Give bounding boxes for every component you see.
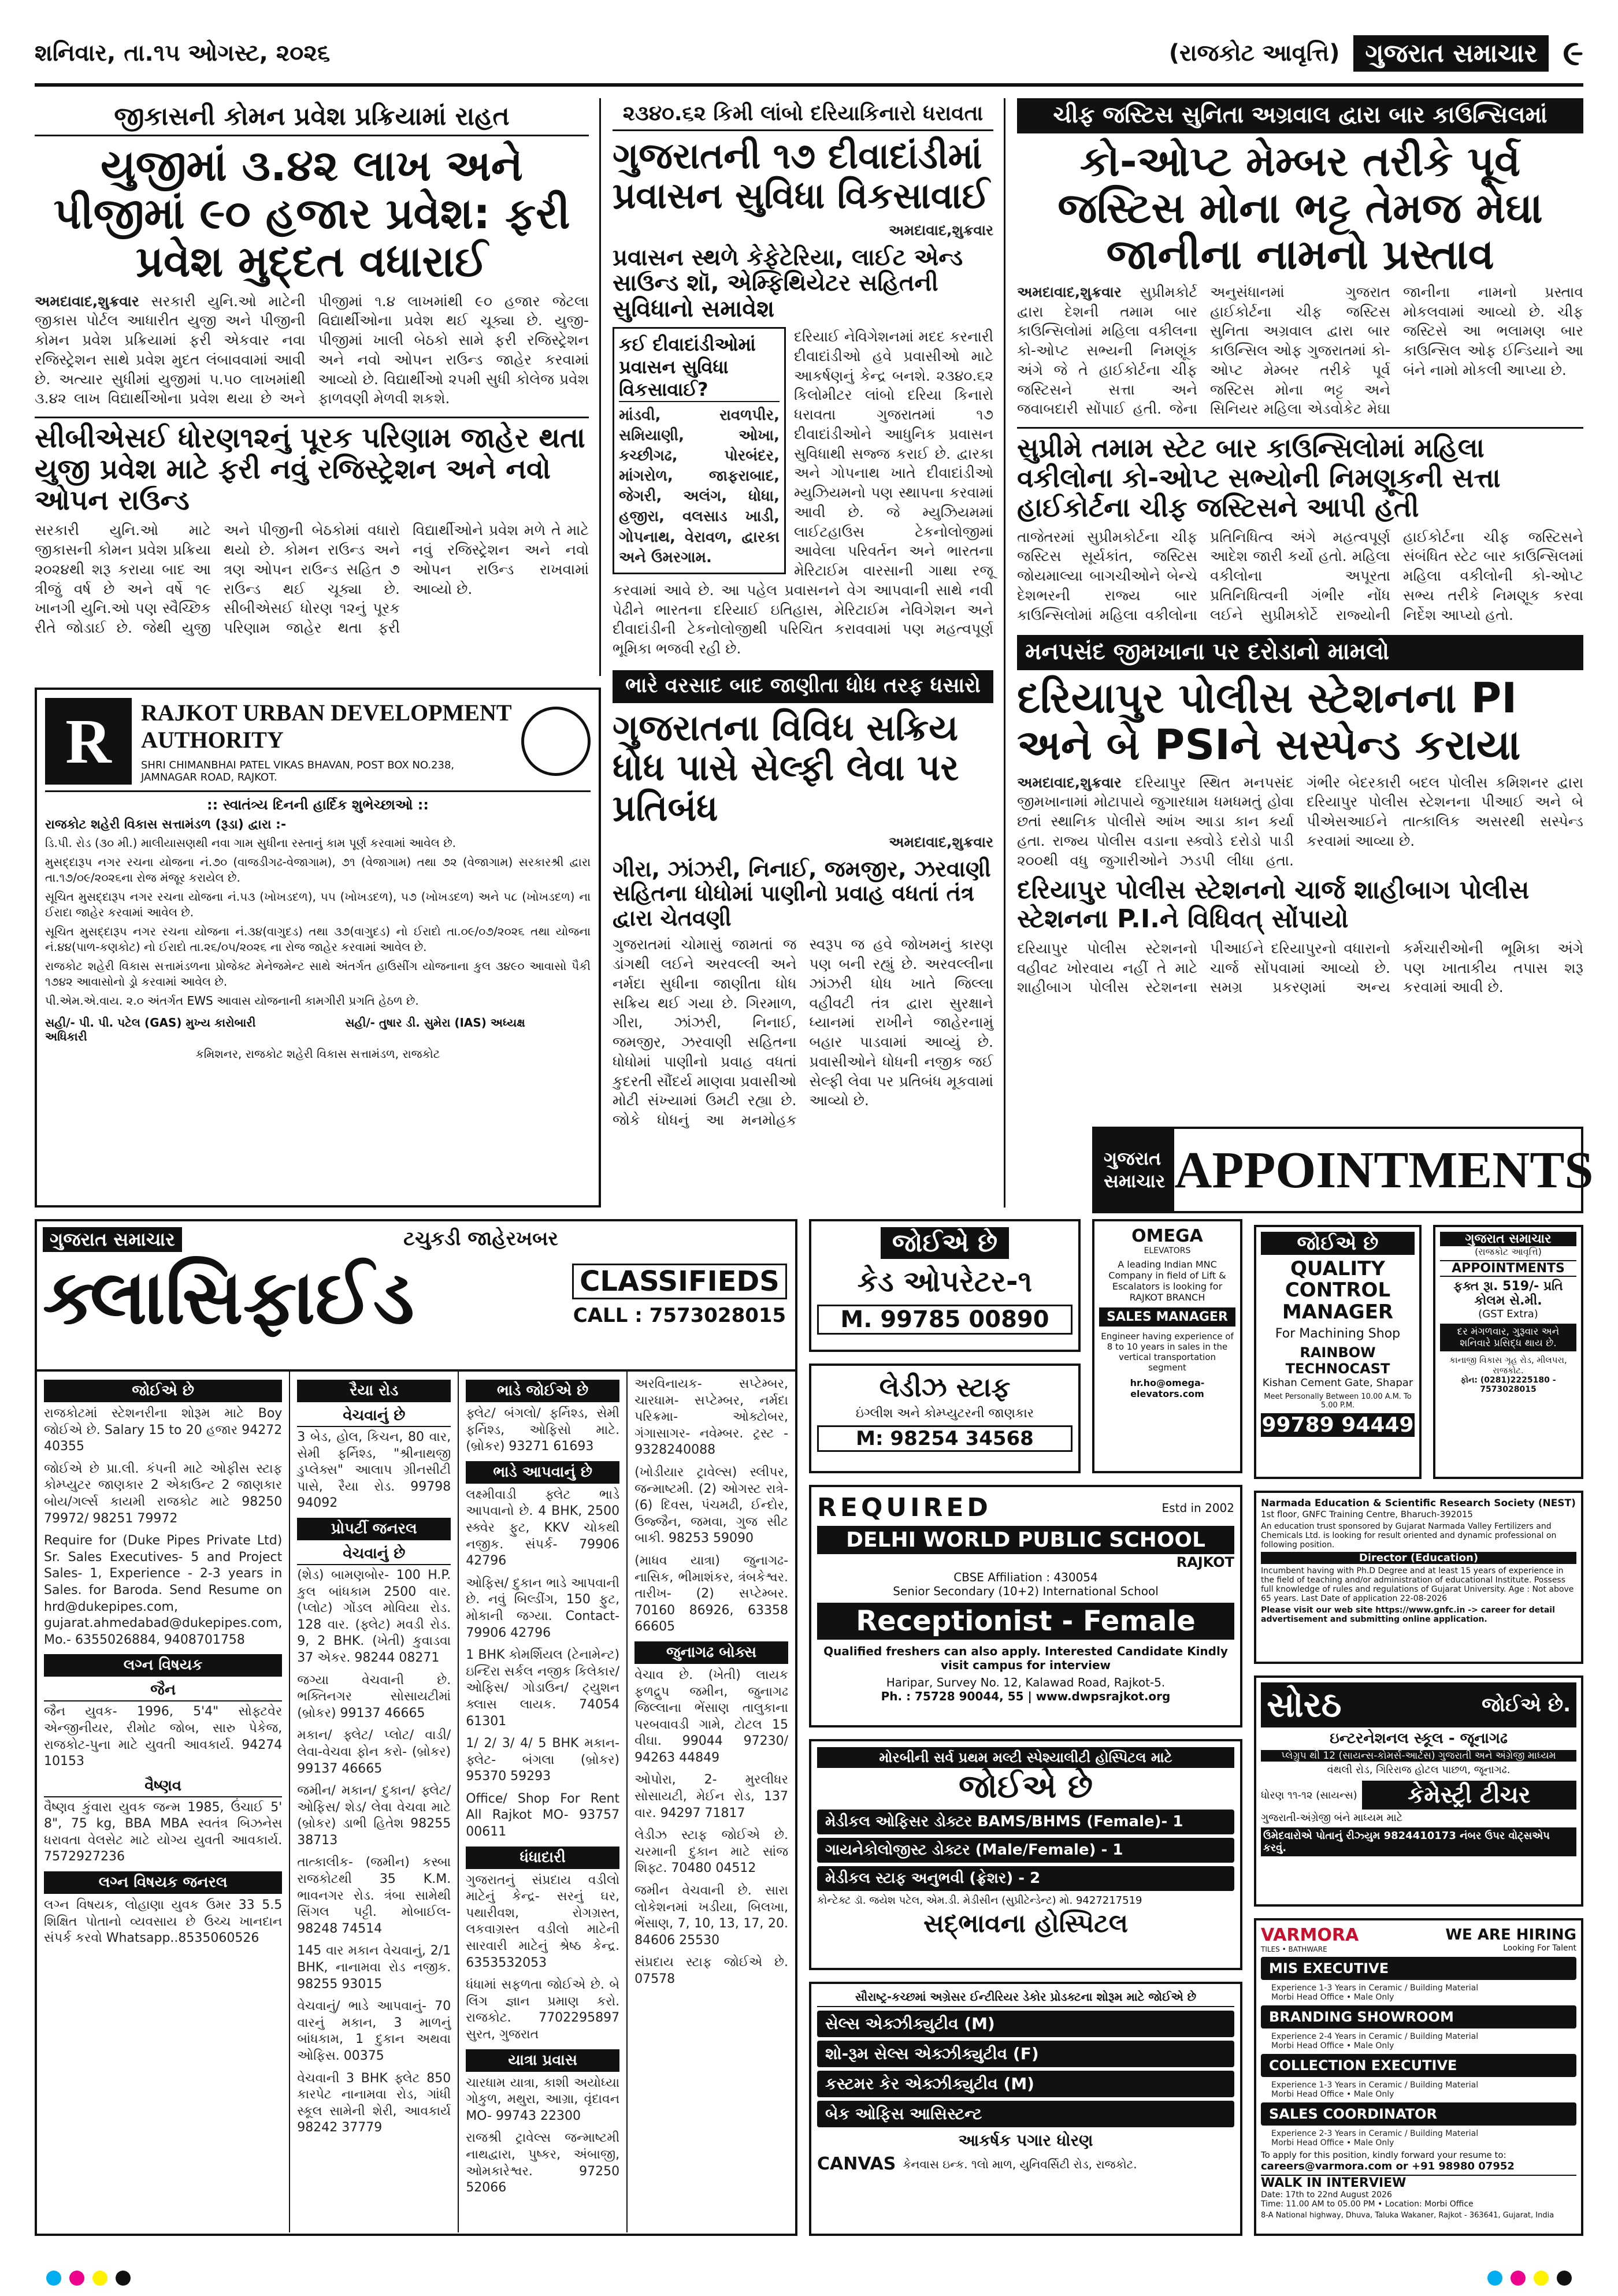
ad-hospital xyxy=(809,1739,1242,1970)
canvas-role: સેલ્સ એક્ઝીક્યુટીવ (M) xyxy=(817,2011,1234,2037)
classified-item: ઓફિસ/ દુકાન ભાડે આપવાની છે. નવું બિલ્ડીંગ, 150 ફુટ, મોકાની જગ્યા. Contact- 79906 42796 xyxy=(466,1576,620,1640)
varmora-walkin: WALK IN INTERVIEW xyxy=(1261,2175,1576,2190)
ad-sorath xyxy=(1254,1675,1583,1907)
ruda-intro: રાજકોટ શહેરી વિકાસ સત્તામંડળ (રૂડા) દ્વારા :- xyxy=(45,818,287,832)
rates-edition: (રાજકોટ આવૃત્તિ) xyxy=(1475,1246,1542,1257)
ruda-sign2: સહી/- તુષાર ડી. સુમેરા (IAS) અધ્યક્ષ xyxy=(345,1016,525,1030)
classified-item: જમીન/ મકાન/ દુકાન/ ફ્લેટ/ ઓફિસ/ શેડ/ લેવા વેચવા માટે (બ્રોકર) ડાભી હિતેશ 98255 38713 xyxy=(297,1784,451,1848)
dps-address: Haripar, Survey No. 12, Kalawad Road, Rajkot-5. xyxy=(886,1675,1166,1689)
rates-rate: ફક્ત રૂા. 519/- પ્રતિ કોલમ સે.મી. xyxy=(1453,1279,1563,1308)
nest-org: Narmada Education & Scientific Research Society (NEST) xyxy=(1261,1498,1576,1509)
omega-detail: Engineer having experience of 8 to 10 years in sales in the vertical transportation segment xyxy=(1101,1331,1234,1373)
varmora-job-loc: Morbi Head Office • Male Only xyxy=(1271,2138,1394,2148)
classifieds-masthead: ગુજરાત સમાચાર xyxy=(43,1227,182,1252)
sidebar-title: કઈ દીવાદાંડીઓમાં પ્રવાસન સુવિધા વિકસાવાઈ? xyxy=(619,333,780,402)
middle-news-column xyxy=(613,98,1005,1208)
story1-dateline: અમદાવાદ,શુક્રવાર xyxy=(35,292,139,310)
story2-headline: સીબીએસઈ ધોરણ૧૨નું પૂરક પરિણામ જાહેર થતા યુજી પ્રવેશ માટે ફરી નવું રજિસ્ટ્રેશન અને નવો ઓપન રાઉન્ડ xyxy=(35,417,589,516)
classifieds-tagline: ટચુકડી જાહેરખબર xyxy=(403,1227,558,1250)
varmora-job-loc: Morbi Head Office • Male Only xyxy=(1271,2090,1394,2099)
appointments-title: APPOINTMENTS xyxy=(1174,1141,1594,1199)
classified-subcategory: વેચવાનું છે xyxy=(297,1406,451,1427)
classified-category: લગ્ન વિષયક જનરલ xyxy=(44,1871,282,1894)
nest-address: 1st floor, GNFC Training Centre, Bharuch-392015 xyxy=(1261,1509,1473,1519)
classifieds-col-1 xyxy=(37,1372,290,2232)
hospital-role: મેડીકલ સ્ટાફ અનુભવી (ફ્રેશર) - 2 xyxy=(817,1866,1234,1891)
classified-item: લગ્ન વિષયક, લોહાણા યુવક ઉમર 33 5.5 શિક્ષિત પોતાનો વ્યવસાય છે ઉચ્ચ ખાનદાન સંપર્ક કરવો Whatsapp..8535060526 xyxy=(44,1898,283,1946)
reg-dot-black-icon xyxy=(116,2271,131,2286)
classified-item: ઓપોરા, 2- મુરલીધર સોસાયટી, મેઈન રોડ, 137 વાર. 94297 71817 xyxy=(634,1773,789,1821)
hospital-role: મેડીકલ ઓફિસર ડોક્ટર BAMS/BHMS (Female)- 1 xyxy=(817,1810,1234,1834)
story7-body xyxy=(1017,773,1583,871)
page-number: ૯ xyxy=(1563,33,1583,73)
varmora-job-title: BRANDING SHOWROOM xyxy=(1261,2005,1576,2028)
classified-item: Office/ Shop For Rent All Rajkot MO- 93757 00611 xyxy=(466,1791,620,1840)
canvas-top: સૌરાષ્ટ્ર-કચ્છમાં અગ્રેસર ઈન્ટીરિયર ડેકોર પ્રોડક્ટના શોરૂમ માટે જોઈએ છે xyxy=(817,1990,1234,2007)
classified-item: મકાન/ ફ્લેટ/ પ્લોટ/ વાડી/ લેવા-વેચવા ફોન કરો- (બ્રોકર) 99137 46665 xyxy=(297,1728,451,1776)
ruda-item: મુસદ્દારૂપ નગર રચના યોજના નં.૭૦ (વાજડીગઢ-વેજાગામ), ૭૧ (વેજાગામ) તથા ૭૨ (વેજાગામ) સરકારશ્રી દ્વારા તા.૧૭/૦૯/૨૦૨૬ના રોજ મંજૂર કરાયેલ છે. xyxy=(45,855,591,885)
omega-role: SALES MANAGER xyxy=(1099,1307,1235,1327)
ruda-seal-icon xyxy=(521,707,591,776)
ruda-address: SHRI CHIMANBHAI PATEL VIKAS BHAVAN, POST BOX NO.238, JAMNAGAR ROAD, RAJKOT. xyxy=(141,759,455,783)
story4-dateline: અમદાવાદ,શુક્રવાર xyxy=(889,834,993,851)
classified-subcategory: વેચવાનું છે xyxy=(297,1544,451,1565)
classified-item: ધંધામાં સફળતા જોઈએ છે. બે લિંગ જ્ઞાન પ્રમાણ કરો. રાજકોટ. 7702295897 સુરત, ગુજરાત xyxy=(466,1978,620,2042)
classified-category: પ્રોપર્ટી જનરલ xyxy=(297,1518,451,1540)
sorath-medium: ગુજરાતી-અંગ્રેજી બંને માધ્યમ માટે xyxy=(1261,1812,1403,1824)
ruda-sign1: સહી/- પી. પી. પટેલ (GAS) મુખ્ય કારોબારી અધિકારી xyxy=(45,1016,256,1043)
classified-item: 3 બેડ, હોલ, કિચન, 80 વાર, સેમી ફર્નિશ્ડ, "શ્રીનાથજી ડુપ્લેક્સ" આલાપ ગ્રીનસીટી પાસે, રૈયા રોડ. 99798 94092 xyxy=(297,1430,451,1511)
story7-headline: દરિયાપુર પોલીસ સ્ટેશનના PI અને બે PSIને સસ્પેન્ડ કરાયા xyxy=(1017,674,1521,770)
varmora-job xyxy=(1261,1957,1576,2002)
reg-dot-yellow-icon xyxy=(92,2271,107,2286)
issue-date: શનિવાર, તા.૧૫ ઓગસ્ટ, ૨૦૨૬ xyxy=(35,40,331,66)
varmora-job xyxy=(1261,2054,1576,2099)
classifieds-col-4 xyxy=(628,1372,795,2232)
varmora-apply: To apply for this position, kindly forward your resume to: xyxy=(1261,2150,1506,2160)
story7-subhead: દરિયાપુર પોલીસ સ્ટેશનનો ચાર્જ શાહીબાગ પોલીસ સ્ટેશનના P.I.ને વિધિવત્ સોંપાયો xyxy=(1017,875,1530,934)
rates-address: કાનાજી વિકાસ ગૃહ રોડ, મીલપરા, રાજકોટ. xyxy=(1449,1355,1567,1376)
classifieds-label: CLASSIFIEDS xyxy=(572,1264,787,1299)
classifieds-grid xyxy=(37,1372,795,2232)
ruda-item: સૂચિત મુસદ્દારૂપ નગર રચના યોજના નં.૩૪(વાગુદડ) તથા ૩૭(વાગુદડ) નો ઈરાદો તા.૦૯/૦૭/૨૦૨૬ તથા યોજના નં.૪૪(પાળ-કણકોટ) નો ઈરાદો તા.૨૬/૦૫/૨૦૨૬ ના રોજ જાહેર કરવામાં આવેલ છે. xyxy=(45,924,591,954)
rates-gst: (GST Extra) xyxy=(1478,1308,1538,1320)
classified-item: Require for (Duke Pipes Private Ltd) Sr. Sales Executives- 5 and Project Sales- 1, Experience - 2-3 years in Sales. for Baroda. Send Resume on hrd@dukepipes.com, gujarat.ahmedabad@dukepipes.com, Mo.- 6355026884, 9408701758 xyxy=(44,1533,283,1647)
ad-ladies-staff xyxy=(809,1364,1081,1473)
story3-sidebar xyxy=(613,327,786,574)
classified-item: (શેડ) બામણબોર- 100 H.P. કુલ બાંધકામ 2500 વાર. (પ્લોટ) ગોંડલ મોવિયા રોડ. 128 વાર. (ફ્લેટ) મવડી રોડ. 9, 2 BHK. (ખેતી) કુવાડવા 37 એકર. 98244 08271 xyxy=(297,1567,451,1665)
nest-detail: Incumbent having with Ph.D Degree and at least 15 years of experience in the field of teaching and/or administration of educational Institute. Possess full knowledge of rules and regulations of Gujarat University. Age : Not above 65 years. Last Date of application 22-08-2026 xyxy=(1261,1566,1574,1603)
ad-rates xyxy=(1433,1225,1583,1479)
varmora-job-title: SALES COORDINATOR xyxy=(1261,2102,1576,2126)
classified-item: વેચવાની 3 BHK ફ્લેટ 850 કારપેટ નાનામવા રોડ, ગાંધી સ્કૂલ સામેની શેરી, આવકાર્ય 98242 37779 xyxy=(297,2071,451,2135)
canvas-address: કેનવાસ ઇન્ક. ૧લો માળ, યુનિવર્સિટી રોડ, રાજકોટ. xyxy=(903,2157,1137,2171)
appointments-masthead: ગુજરાત સમાચાર xyxy=(1094,1129,1174,1211)
story5-kicker: ચીફ જસ્ટિસ સુનિતા અગ્રવાલ દ્વારા બાર કાઉન્સિલમાં xyxy=(1017,98,1583,133)
varmora-job xyxy=(1261,2005,1576,2050)
classified-subcategory: જૈન xyxy=(44,1680,282,1701)
ruda-notice xyxy=(35,688,601,1208)
story3-headline: ગુજરાતની ૧૭ દીવાદાંડીમાં પ્રવાસન સુવિધા વિકસાવાઈ xyxy=(613,135,990,217)
story4-headline: ગુજરાતના વિવિધ સક્રિય ધોધ પાસે સેલ્ફી લેવા પર પ્રતિબંધ xyxy=(613,706,959,829)
qc-company: RAINBOW TECHNOCAST xyxy=(1285,1344,1390,1377)
registration-marks-left xyxy=(46,2271,131,2286)
story4-body: ગુજરાતમાં ચોમાસું જામતાં જ ડાંગથી લઈને અરવલ્લી અને નર્મદા સુધીના જાણીતા ધોધ સક્રિય થઈ ગયા છે. ગિરમાળ, ગીરા, ઝાંઝરી, નિનાઈ, જમજીર, ઝરવાણી સહિતના ધોધોમાં પાણીનો પ્રવાહ વધતાં કુદરતી સૌંદર્ય માણવા પ્રવાસીઓ મોટી સંખ્યામાં ઉમટી રહ્યા છે. જોકે ધોધનું આ મનમોહક સ્વરૂપ જ હવે જોખમનું કારણ પણ બની રહ્યું છે. અરવલ્લીના ઝાંઝરી ધોધ ખાતે જિલ્લા વહીવટી તંત્ર દ્વારા સુરક્ષાને ધ્યાનમાં રાખીને જાહેરનામું બહાર પાડવામાં આવ્યું છે. પ્રવાસીઓને ધોધની નજીક જઈ સેલ્ફી લેવા પર પ્રતિબંધ મૂકવામાં આવ્યો છે. xyxy=(613,936,993,1129)
hospital-top: મોરબીની સર્વ પ્રથમ મલ્ટી સ્પેશ્યાલીટી હોસ્પિટલ માટે xyxy=(817,1747,1234,1768)
dps-level: Senior Secondary (10+2) International School xyxy=(893,1584,1159,1598)
ruda-title: RAJKOT URBAN DEVELOPMENT AUTHORITY xyxy=(141,700,511,753)
varmora-hiring-sub: Looking For Talent xyxy=(1503,1943,1576,1953)
classifieds-header xyxy=(37,1221,795,1372)
story5-text: સુપ્રીમકોર્ટ દ્વારા દેશની તમામ બાર કાઉન્સિલોમાં મહિલા વકીલના કો-ઓપ્ટ સભ્યની નિમણૂંક અંગે જે તે હાઈકોર્ટના ચીફ જસ્ટિસને સત્તા અને જવાબદારી સોંપાઈ હતી. જેના અનુસંધાનમાં ગુજરાત હાઈકોર્ટના ચીફ જસ્ટિસ સુનિતા અગ્રવાલ દ્વારા બાર કાઉન્સિલ ઓફ ગુજરાતમાં કો-ઓપ્ટ મેમ્બર તરીકે પૂર્વ જસ્ટિસ મોના ભટ્ટ અને સિનિયર મહિલા એડવોકેટ મેઘા જાનીના નામનો પ્રસ્તાવ મોકલવામાં આવ્યો છે. ચીફ જસ્ટિસે આ ભલામણ બાર કાઉન્સિલ ઓફ ઈન્ડિયાને આ બંને નામો મોકલી આપ્યા છે. xyxy=(1017,283,1583,418)
classified-category: જોઈએ છે xyxy=(44,1380,282,1402)
varmora-job-loc: Morbi Head Office • Male Only xyxy=(1271,2041,1394,2050)
dps-required: REQUIRED xyxy=(817,1493,992,1522)
classified-item: રાજશ્રી ટ્રાવેલ્સ જન્માષ્ટમી નાથદ્વારા, પુષ્કર, અંબાજી, ઓમકારેશ્વર. 97250 52066 xyxy=(466,2131,620,2195)
dps-city: RAJKOT xyxy=(1176,1554,1234,1570)
cad-title: જોઈએ છે xyxy=(881,1227,1009,1259)
qc-address: Kishan Cement Gate, Shapar xyxy=(1262,1377,1413,1390)
classified-item: 1/ 2/ 3/ 4/ 5 BHK મકાન-ફ્લેટ- બંગલા (બ્રોકર) 95370 59293 xyxy=(466,1736,620,1784)
dps-estd: Estd in 2002 xyxy=(1161,1500,1234,1515)
edition-label: (રાજકોટ આવૃત્તિ) xyxy=(1168,40,1340,66)
reg-dot-magenta-icon xyxy=(69,2271,84,2286)
omega-email: hr.ho@omega-elevators.com xyxy=(1130,1377,1205,1399)
classified-item: (માધવ યાત્રા) જુનાગઢ- નાસિક, ભીમાશંકર, ત્રંબકેશ્વર. તારીખ- (2) સપ્ટેમ્બર. 70160 86926, 63358 66605 xyxy=(634,1553,789,1634)
omega-text: A leading Indian MNC Company in field of Lift & Escalators is looking for RAJKOT BRANCH xyxy=(1108,1259,1226,1303)
classified-item: ગુજરાતનું સંપ્રદાય વડીલો માટેનું કેન્દ્ર- સરનું ઘર, પથારીવશ, રોગગ્રસ્ત, લકવાગ્રસ્ત વડીલો માટેની સારવારી માટેનું શ્રેષ્ઠ કેન્દ્ર. 6353532053 xyxy=(466,1873,620,1970)
ladies-phone: M: 98254 34568 xyxy=(817,1425,1073,1452)
varmora-date: Date: 17th to 22nd August 2026 xyxy=(1261,2190,1392,2200)
varmora-job-exp: Experience 1-3 Years in Ceramic / Building Material xyxy=(1271,1983,1479,1993)
varmora-job xyxy=(1261,2102,1576,2148)
ruda-item: ડિ.પી. રોડ (૩૦ મી.) માલીયાસણથી નવા ગામ સુધીના રસ્તાનું કામ પૂર્ણ કરવામાં આવેલ છે. xyxy=(45,836,457,850)
page-header xyxy=(35,23,1583,87)
sorath-line1: પ્લેગ્રુપ થી 12 (સાયન્સ-કોમર્સ-આર્ટસ) ગુજરાતી અને અંગ્રેજી માધ્યમ xyxy=(1261,1750,1576,1762)
varmora-job-title: MIS EXECUTIVE xyxy=(1261,1957,1576,1980)
sorath-title: સોરઠ xyxy=(1267,1685,1342,1725)
hospital-role: ગાયનેકોલોજીસ્ટ ડોક્ટર (Male/Female) - 1 xyxy=(817,1838,1234,1863)
appointments-banner xyxy=(1092,1127,1594,1213)
registration-marks-right xyxy=(1487,2271,1572,2286)
ad-dps xyxy=(809,1485,1242,1727)
nest-role: Director (Education) xyxy=(1261,1552,1576,1564)
hospital-name: સદ્ભાવના હોસ્પિટલ xyxy=(923,1909,1128,1938)
story3-subhead: પ્રવાસન સ્થળે કેફેટેરિયા, લાઈટ એન્ડ સાઉન્ડ શૉ, એમ્ફિથિયેટર સહિતની સુવિધાનો સમાવેશ xyxy=(613,244,963,323)
rates-days: દર મંગળવાર, ગુરૂવાર અને શનિવારે પ્રસિદ્ધ થાય છે. xyxy=(1440,1324,1576,1351)
header-right xyxy=(1169,33,1583,73)
classified-category: રૈયા રોડ xyxy=(297,1380,451,1402)
nest-web: Please visit our web site https://www.gnfc.in -> career for detail advertisement and submitting online application. xyxy=(1261,1606,1555,1624)
classified-item: વૈષ્ણવ કુંવારા યુવક જન્મ 1985, ઉંચાઈ 5' 8", 75 kg, BBA MBA સ્વતંત્ર બિઝનેસ ધરાવતા વેલસેટ માટે યોગ્ય યુવતી આવકાર્ય. 7572927236 xyxy=(44,1800,283,1864)
ruda-item: રાજકોટ શહેરી વિકાસ સત્તામંડળના પ્રોજેક્ટ મેનેજમેન્ટ સાથે અંતર્ગત હાઉસીંગ યોજનાના કુલ ૩૪૯૦ આવાસો પૈકી ૧૭૪૨ આવાસોનો ડ્રો કરવામાં આવેલ છે. xyxy=(45,959,591,989)
classified-item: (ખોડીયાર ટ્રાવેલ્સ) સ્લીપર, જન્માષ્ટમી. (2) ઓગસ્ટ રાત્રે- (6) દિવસ, પંચમઢી, ઈન્દોર, ઉજ્જૈન, જમવા, ગુજ સીટ બાકી. 98253 59090 xyxy=(634,1465,789,1546)
varmora-email: careers@varmora.com or +91 98980 07952 xyxy=(1261,2160,1515,2172)
classified-item: તાત્કાલીક- (જમીન) કસ્બા રાજકોટથી 35 K.M. ભાવનગર રોડ. ત્રંબા સામેથી સિંગલ પટ્ટી. મોબાઈલ- 98248 74514 xyxy=(297,1855,451,1936)
story1-headline: યુજીમાં ૩.૪૨ લાખ અને પીજીમાં ૯૦ હજાર પ્રવેશ: ફરી પ્રવેશ મુદ્દત વધારાઈ xyxy=(53,141,570,287)
ad-canvas xyxy=(809,1982,1242,2236)
classified-category: જુનાગઢ બોક્સ xyxy=(634,1641,788,1664)
story1-body xyxy=(35,292,589,409)
classified-category: ભાડે આપવાનું છે xyxy=(466,1461,619,1484)
story6-body: તાજેતરમાં સુપ્રીમકોર્ટના ચીફ જસ્ટિસ સૂર્યકાંત, જસ્ટિસ જોયમાલ્યા બાગચીઓને બેન્ચે દેશભરની રાજ્ય બાર કાઉન્સિલોમાં મહિલા વકીલોના પ્રતિનિધિત્વ અંગે મહત્વપૂર્ણ આદેશ જારી કર્યો હતો. મહિલા વકીલોના અપૂરતા પ્રતિનિધિત્વની ગંભીર નોંધ લઈને સુપ્રીમકોર્ટે રાજ્યોની હાઈકોર્ટના ચીફ જસ્ટિસને સંબંધિત સ્ટેટ બાર કાઉન્સિલમાં મહિલા વકીલોની કો-ઓપ્ટ સભ્ય તરીકે નિમણૂક કરવા નિર્દેશ આપ્યો હતો. xyxy=(1017,528,1583,623)
story5-dateline: અમદાવાદ,શુક્રવાર xyxy=(1017,283,1122,300)
masthead-logo: ગુજરાત સમાચાર xyxy=(1353,35,1549,72)
story3-dateline: અમદાવાદ,શુક્રવાર xyxy=(889,221,993,239)
ruda-items-list xyxy=(45,835,591,1009)
story6-headline: સુપ્રીમે તમામ સ્ટેટ બાર કાઉન્સિલોમાં મહિલા વકીલોના કો-ઓપ્ટ સભ્યોની નિમણૂકની સત્તા હાઈકોર્ટના ચીફ જસ્ટિસને આપી હતી xyxy=(1017,427,1583,523)
classifieds-col-2 xyxy=(290,1372,459,2232)
hospital-rows xyxy=(817,1810,1234,1891)
story4-kicker: ભારે વરસાદ બાદ જાણીતા ધોધ તરફ ધસારો xyxy=(613,670,993,703)
classified-category: ધંધાદારી xyxy=(466,1847,619,1869)
classified-item: ચારધામ યાત્રા, કાશી અયોધ્યા ગોકુળ, મથુરા, આગ્રા, વૃંદાવન MO- 99743 22300 xyxy=(466,2075,620,2123)
canvas-role: શો-રૂમ સેલ્સ એક્ઝીક્યુટીવ (F) xyxy=(817,2041,1234,2067)
canvas-role: બેક ઓફિસ આસિસ્ટન્ટ xyxy=(817,2101,1234,2127)
reg-dot-black-icon xyxy=(1557,2271,1572,2286)
varmora-addr: 8-A National highway, Dhuva, Taluka Wakaner, Rajkot - 363641, Gujarat, India xyxy=(1261,2211,1554,2220)
canvas-rows xyxy=(817,2011,1234,2127)
sidebar-body: માંડવી, રાવળપીર, સમિયાણી, ઓખા, કચ્છીગઢ, પોરબંદર, માંગરોળ, જાફરાબાદ, જેગરી, અલંગ, ધોધા, હજીરા, વલસાડ ખાડી, ગોપનાથ, વેરાવળ, દ્વારકા અને ઉમરગામ. xyxy=(619,407,780,566)
ruda-subtitle: :: સ્વાતંત્ર્ય દિનની હાર્દિક શુભેચ્છાઓ :: xyxy=(207,797,429,813)
classified-item: જૈન યુવક- 1996, 5'4" સોફ્ટવેર એન્જીનીયર, રીમોટ જોબ, સારુ પેકેજ, રાજકોટ-પુના માટે યુવતી આવકાર્ય. 94274 10153 xyxy=(44,1704,283,1769)
sorath-line2: વંથલી રોડ, ગિરિરાજ હોટલ પાછળ, જૂનાગઢ. xyxy=(1327,1764,1511,1776)
classified-item: જગ્યા વેચવાની છે. ભક્તિનગર સોસાયટીમાં (બ્રોકર) 99137 46665 xyxy=(297,1673,451,1721)
ruda-footer: કમિશનર, રાજકોટ શહેરી વિકાસ સત્તામંડળ, રાજકોટ xyxy=(195,1047,440,1061)
ad-nest xyxy=(1254,1491,1583,1664)
varmora-job-loc: Morbi Head Office • Male Only xyxy=(1271,1993,1394,2002)
story4-subhead: ગીરા, ઝાંઝરી, નિનાઈ, જમજીર, ઝરવાણી સહિતના ધોધોમાં પાણીનો પ્રવાહ વધતાં તંત્ર દ્વારા ચેતવણી xyxy=(613,856,991,931)
ladies-title: લેડીઝ સ્ટાફ xyxy=(879,1372,1011,1403)
left-news-column xyxy=(35,98,601,676)
story5-headline: કો-ઓપ્ટ મેમ્બર તરીકે પૂર્વ જસ્ટિસ મોના ભટ્ટ તેમજ મેઘા જાનીના નામનો પ્રસ્તાવ xyxy=(1057,137,1543,279)
story1-text: સરકારી યુનિ.ઓ માટેની જીકાસ પોર્ટલ આધારીત યુજી અને પીજીની કોમન પ્રવેશ પ્રક્રિયામાં ફરી એકવાર નવા રજિસ્ટ્રેશન સાથે પ્રવેશ મુદત લંબાવવામાં આવી છે. અત્યાર સુધીમાં યુજીમાં ૫.૫૦ લાખમાંથી ૩.૪૨ લાખ વિદ્યાર્થીઓના પ્રવેશ થયા છે અને પીજીમાં ૧.૪ લાખમાંથી ૯૦ હજાર જેટલા વિદ્યાર્થીઓના પ્રવેશ થઈ ચૂક્યા છે. યુજી-પીજીમાં ખાલી બેઠકો સામે ફરી રજિસ્ટ્રેશન અને નવો ઓપન રાઉન્ડ જાહેર કરવામાં આવ્યો છે. વિદ્યાર્થીઓ ૨૫મી સુધી કોલેજ પ્રવેશ ફાળવણી મેળવી શકશે. xyxy=(35,292,589,407)
varmora-job-exp: Experience 2-3 Years in Ceramic / Building Material xyxy=(1271,2129,1479,2138)
ruda-logo-icon: R xyxy=(45,698,132,785)
story2-body: સરકારી યુનિ.ઓ માટે જીકાસની કોમન પ્રવેશ પ્રક્રિયા ૨૦૨૪થી શરૂ કરાયા બાદ આ ત્રીજું વર્ષ છે અને વર્ષે ૧૯ ખાનગી યુનિ.ઓ પણ સ્વૈચ્છિક રીતે જોડાઈ છે. જેથી યુજી અને પીજીની બેઠકોમાં વધારો થયો છે. કોમન રાઉન્ડ અને ત્રણ ઓપન રાઉન્ડ સહિત ૭ રાઉન્ડ થઈ ચૂક્યા છે. સીબીએસઈ ધોરણ ૧૨નું પૂરક પરિણામ જાહેર થતા ફરી વિદ્યાર્થીઓને પ્રવેશ મળે તે માટે નવું રજિસ્ટ્રેશન અને નવો ઓપન રાઉન્ડ રાખવામાં આવ્યો છે. xyxy=(35,522,589,637)
ruda-item: પી.એમ.એ.વાય. ૨.૦ અંતર્ગત EWS આવાસ યોજનાની કામગીરી પ્રગતિ હેઠળ છે. xyxy=(45,994,419,1008)
classified-subcategory: વૈષ્ણવ xyxy=(44,1776,282,1797)
classified-item: લેડીઝ સ્ટાફ જોઈએ છે. ચરમાની દુકાન માટે સાંજ શિફ્ટ. 70480 04512 xyxy=(634,1828,789,1876)
classified-item: અરવિનાયક- સપ્ટેમ્બર, ચારધામ- સપ્ટેમ્બર, નર્મદા પરિક્રમા- ઓક્ટોબર, ગંગાસાગર- નવેમ્બર. ટ્રસ્ટ - 9328240088 xyxy=(634,1377,789,1458)
story5-body xyxy=(1017,283,1583,419)
ruda-item: સૂચિત મુસદ્દારૂપ નગર રચના યોજના નં.૫૩ (ખોખડદળ), ૫૫ (ખોખડદળ), ૫૭ (ખોખડદળ) અને ૫૮ (ખોખડદળ) ના ઈરાદા જાહેર કરવામાં આવેલ છે. xyxy=(45,890,591,919)
hospital-contact: કોન્ટેક્ટ ડૉ. જયેશ પટેલ, એમ.ડી. મેડીસીન (સુપ્રીટેન્ડેન્ટ) મો. 9427217519 xyxy=(817,1894,1142,1907)
omega-brand: OMEGA xyxy=(1131,1226,1203,1246)
qc-tag: જોઈએ છે xyxy=(1261,1232,1415,1255)
reg-dot-cyan-icon xyxy=(46,2271,61,2286)
dps-affil: CBSE Affiliation : 430054 xyxy=(953,1570,1098,1584)
sorath-contact: ઉમેદવારોએ પોતાનું રીઝ્યુમ 9824410173 નંબર ઉપર વોટ્સએપ કરવું. xyxy=(1261,1827,1576,1856)
story1-kicker: જીકાસની કોમન પ્રવેશ પ્રક્રિયામાં રાહત xyxy=(35,98,589,136)
dps-phone: Ph. : 75728 90044, 55 | www.dwpsrajkot.org xyxy=(881,1689,1171,1703)
classified-category: યાત્રા પ્રવાસ xyxy=(466,2049,619,2072)
varmora-timeloc: Time: 11.00 AM to 05.00 PM • Location: Morbi Office xyxy=(1261,2200,1474,2209)
rates-masthead: ગુજરાત સમાચાર xyxy=(1440,1232,1576,1246)
ad-omega xyxy=(1092,1219,1242,1473)
dps-role: Receptionist - Female xyxy=(817,1603,1234,1640)
qc-phone: 99789 94449 xyxy=(1261,1413,1414,1437)
classified-item: જોઈએ છે પ્રા.લી. કંપની માટે ઓફીસ સ્ટાફ કોમ્પ્યુટર જાણકાર 2 એકાઉન્ટ 2 જાણકાર બોય/ગર્લ્સ કાયમી રાજકોટ માટે 98250 79972/ 98251 79972 xyxy=(44,1461,283,1526)
right-news-column xyxy=(1017,98,1583,1115)
story7-kicker: મનપસંદ જીમખાના પર દરોડાનો મામલો xyxy=(1017,635,1583,670)
canvas-footer: આકર્ષક પગાર ધોરણ xyxy=(958,2131,1093,2150)
rates-title: APPOINTMENTS xyxy=(1440,1260,1576,1277)
qc-time: Meet Personally Between 10.00 A.M. To 5.00 P.M. xyxy=(1264,1392,1412,1410)
reg-dot-cyan-icon xyxy=(1487,2271,1502,2286)
sorath-role: કેમેસ્ટ્રી ટીચર xyxy=(1362,1781,1576,1810)
classified-item: જમીન વેચવાની છે. સારા લોકેશનમાં ખડીયા, બિલખા, ભેંસાણ, 7, 10, 13, 17, 20. 84606 25530 xyxy=(634,1883,789,1948)
classifieds-col-3 xyxy=(459,1372,628,2232)
classified-item: રાજકોટમાં સ્ટેશનરીના શોરૂમ માટે Boy જોઈએ છે. Salary 15 to 20 હજાર 94272 40355 xyxy=(44,1406,283,1454)
cad-role: કેડ ઓપરેટર-૧ xyxy=(857,1265,1033,1298)
varmora-brand: VARMORA xyxy=(1261,1925,1359,1945)
qc-sub: For Machining Shop xyxy=(1275,1327,1401,1342)
classified-item: વેચવાનું/ ભાડે આપવાનું- 70 વારનું મકાન, 3 માળનું બાંધકામ, 1 દુકાન અથવા ઓફિસ. 00375 xyxy=(297,1999,451,2063)
varmora-job-list xyxy=(1261,1957,1576,2148)
classifieds-section xyxy=(35,1219,797,2236)
story3-body: દરિયાઈ નેવિગેશનમાં મદદ કરનારી દીવાદાંડીઓ હવે પ્રવાસીઓ માટે આકર્ષણનું કેન્દ્ર બનશે. ૨૩૪૦.૬૨ કિલોમીટર લાંબો દરિયા કિનારો ધરાવતા ગુજરાતમાં ૧૭ દીવાદાંડીઓને આધુનિક પ્રવાસન સુવિધાથી સજ્જ કરાઈ છે. દ્વારકા અને ગોપનાથ ખાતે દીવાદાંડીઓ મ્યુઝિયમનો પણ સ્થાપના કરવામાં આવી છે. જે મ્યુઝિયમમાં લાઈટહાઉસ ટેકનોલોજીમાં આવેલા પરિવર્તન અને ભારતના મેરિટાઈમ વારસાની ગાથા રજૂ કરવામાં આવે છે. આ પહેલ પ્રવાસનને વેગ આપવાની સાથે નવી પેઢીને ભારતના દરિયાઈ ઇતિહાસ, મેરિટાઈમ નેવિગેશન અને દીવાદાંડીની ટેકનોલોજીથી પરિચિત કરાવવામાં પણ મહત્વપૂર્ણ ભૂમિકા ભજવી રહી છે. xyxy=(613,328,993,657)
dps-detail: Qualified freshers can also apply. Interested Candidate Kindly visit campus for interview xyxy=(823,1644,1228,1672)
sorath-want: જોઈએ છે. xyxy=(1482,1693,1571,1717)
ladies-detail: ઇંગ્લીશ અને કોમ્પ્યુટરની જાણકાર xyxy=(855,1406,1034,1421)
reg-dot-yellow-icon xyxy=(1534,2271,1549,2286)
story7-body2: દરિયાપુર પોલીસ સ્ટેશનનો વહીવટ ખોરવાય નહીં તે માટે શાહીબાગ પોલીસ સ્ટેશનના પીઆઈને દરિયાપુરનો વધારાનો ચાર્જ સોંપવામાં આવ્યો છે. સમગ્ર પ્રકરણમાં અન્ય કર્મચારીઓની ભૂમિકા અંગે પણ ખાતાકીય તપાસ શરૂ કરવામાં આવી છે. xyxy=(1017,939,1583,996)
classified-category: ભાડે જોઈએ છે xyxy=(466,1380,619,1402)
classified-item: 145 વાર મકાન વેચવાનું, 2/1 BHK, નાનામવા રોડ નજીક. 98255 93015 xyxy=(297,1944,451,1992)
classified-item: વેચાવ છે. (ખેતી) લાયક ફળદ્રુપ જમીન, જુનાગઢ જિલ્લાના ભેંસાણ તાલુકાના પરબવાવડી ગામે, ટોટલ 15 વીઘા. 99044 97230/ 94263 44849 xyxy=(634,1667,789,1765)
varmora-brand-sub: TILES • BATHWARE xyxy=(1261,1945,1327,1953)
classified-item: 1 BHK કોમર્શિયલ (ટેનામેન્ટ) ઇન્દિરા સર્કલ નજીક કિલેકાર/ ઓફિસ/ ગોડાઉન/ ટ્યુશન ક્લાસ લાયક. 74054 61301 xyxy=(466,1648,620,1729)
story7-dateline: અમદાવાદ,શુક્રવાર xyxy=(1017,774,1122,791)
varmora-job-exp: Experience 2-4 Years in Ceramic / Building Material xyxy=(1271,2032,1479,2041)
reg-dot-magenta-icon xyxy=(1511,2271,1526,2286)
canvas-brand: CANVAS xyxy=(817,2154,896,2174)
omega-sub: ELEVATORS xyxy=(1144,1246,1191,1255)
ad-cad-operator xyxy=(809,1219,1081,1352)
varmora-job-exp: Experience 1-3 Years in Ceramic / Building Material xyxy=(1271,2080,1479,2090)
qc-title: QUALITY CONTROL MANAGER xyxy=(1282,1257,1394,1324)
classified-item: ફ્લેટ/ બંગલો/ ફર્નિશ્ડ, સેમી ફર્નિશ્ડ, ઓફિસો માટે. (બ્રોકર) 93271 61693 xyxy=(466,1406,620,1454)
story7-text: દરિયાપુર સ્થિત મનપસંદ જીમખાનામાં મોટાપાયે જુગારધામ ધમધમતું હોવા છતાં સ્થાનિક પોલીસે આંખ આડા કાન કર્યા હતા. રાજ્ય પોલીસ વડાના સ્ક્વોડે દરોડો પાડી ૨૦૦થી વધુ જુગારીઓને ઝડપી લીધા હતા. ગંભીર બેદરકારી બદલ પોલીસ કમિશનર દ્વારા દરિયાપુર પોલીસ સ્ટેશનના પીઆઈ અને બે પીએસઆઈને તાત્કાલિક અસરથી સસ્પેન્ડ કરવામાં આવ્યા છે. xyxy=(1017,774,1583,869)
hospital-title: જોઈએ છે xyxy=(958,1768,1093,1805)
ad-qc-manager xyxy=(1254,1225,1422,1479)
canvas-role: કસ્ટમર કેર એક્ઝીક્યુટીવ (M) xyxy=(817,2071,1234,2097)
cad-phone: M. 99785 00890 xyxy=(817,1305,1073,1335)
classified-category: લગ્ન વિષયક xyxy=(44,1654,282,1677)
varmora-job-title: COLLECTION EXECUTIVE xyxy=(1261,2054,1576,2077)
sorath-role-note: ધોરણ ૧૧-૧૨ (સાયન્સ) xyxy=(1261,1789,1357,1801)
ad-varmora xyxy=(1254,1918,1583,2236)
varmora-hiring: WE ARE HIRING xyxy=(1445,1926,1576,1944)
classifieds-title: ક્લાસિફાઈડ xyxy=(43,1253,415,1341)
ruda-banner xyxy=(45,698,591,792)
classified-item: સંપ્રદાય સ્ટાફ જોઈએ છે. 07578 xyxy=(634,1955,789,1986)
rates-phone: ફોન: (0281)2225180 - 7573028015 xyxy=(1460,1376,1556,1394)
story3-kicker: ૨૩૪૦.૬૨ કિમી લાંબો દરિયાકિનારો ધરાવતા xyxy=(613,98,993,131)
classified-item: લક્ષ્મીવાડી ફ્લેટ ભાડે આપવાનો છે. 4 BHK, 2500 સ્ક્વેર ફુટ, KKV ચોકથી નજીક. સંપર્ક- 79906 42796 xyxy=(466,1487,620,1569)
dps-school: DELHI WORLD PUBLIC SCHOOL xyxy=(817,1526,1234,1554)
sorath-school: ઇન્ટરનેશનલ સ્કૂલ - જૂનાગઢ xyxy=(1330,1730,1508,1747)
nest-text: An education trust sponsored by Gujarat Narmada Valley Fertilizers and Chemicals Ltd. is looking for result oriented and dynamic professional on following position. xyxy=(1261,1522,1557,1550)
classifieds-call: CALL : 7573028015 xyxy=(573,1304,786,1327)
